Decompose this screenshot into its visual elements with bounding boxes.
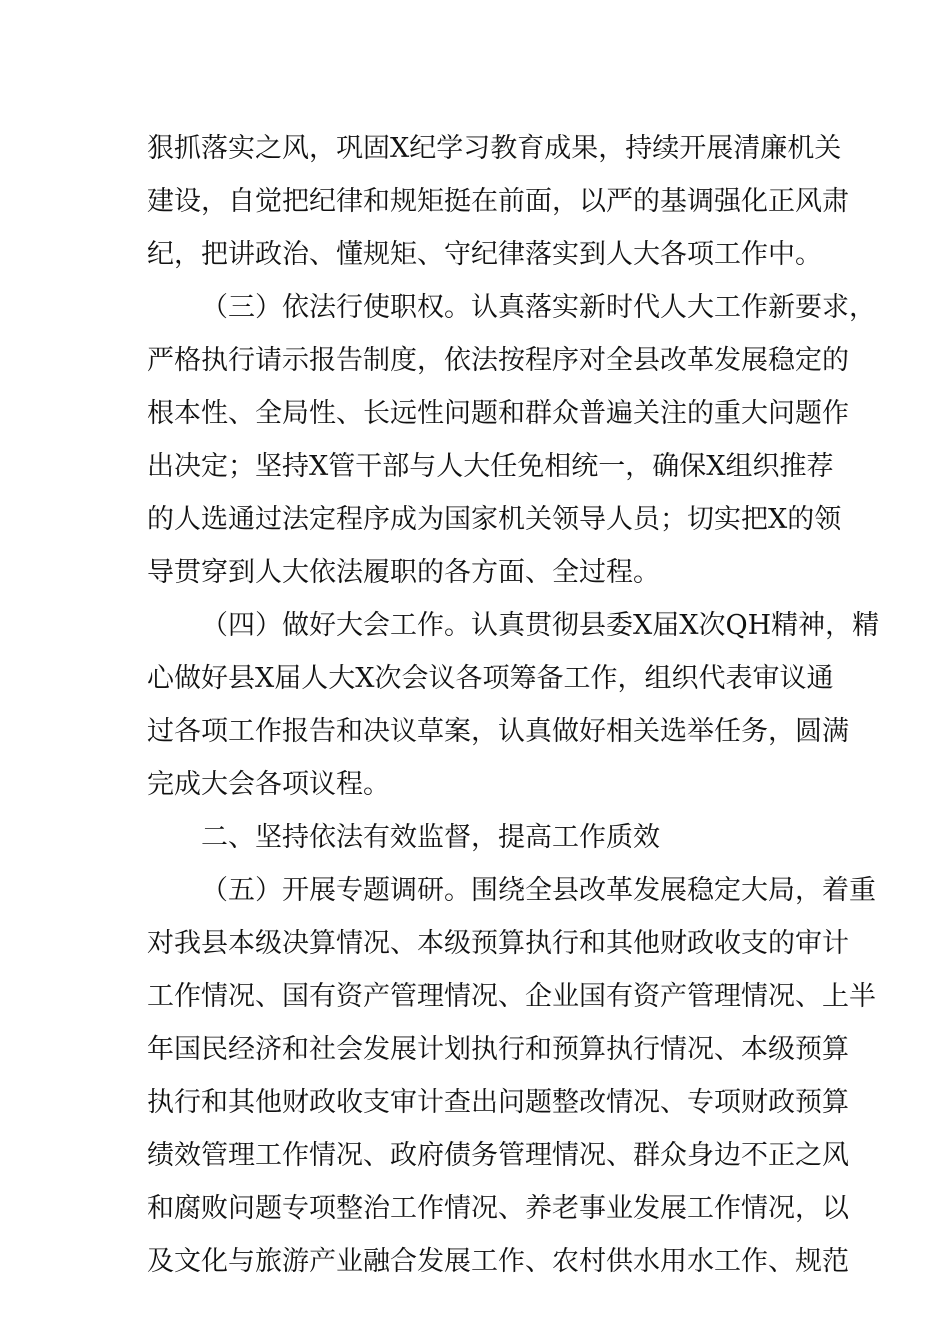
text-line: 和腐败问题专项整治工作情况、养老事业发展工作情况，以 <box>147 1193 849 1224</box>
text-line: 出决定；坚持X管干部与人大任免相统一，确保X组织推荐 <box>147 451 834 482</box>
text-line: 心做好县X届人大X次会议各项筹备工作，组织代表审议通 <box>147 663 834 694</box>
text-line: 完成大会各项议程。 <box>147 769 390 800</box>
section-heading: 二、坚持依法有效监督，提高工作质效 <box>201 822 660 853</box>
text-line: 导贯穿到人大依法履职的各方面、全过程。 <box>147 557 660 588</box>
text-line: 严格执行请示报告制度，依法按程序对全县改革发展稳定的 <box>147 345 849 376</box>
text-line: 对我县本级决算情况、本级预算执行和其他财政收支的审计 <box>147 928 849 959</box>
text-line: 的人选通过法定程序成为国家机关领导人员；切实把X的领 <box>147 504 842 535</box>
text-line: 纪，把讲政治、懂规矩、守纪律落实到人大各项工作中。 <box>147 239 822 270</box>
paragraph-heading-line: （四）做好大会工作。认真贯彻县委X届X次QH精神，精 <box>201 610 880 641</box>
text-line: 执行和其他财政收支审计查出问题整改情况、专项财政预算 <box>147 1087 849 1118</box>
paragraph-heading-line: （五）开展专题调研。围绕全县改革发展稳定大局，着重 <box>201 875 876 906</box>
text-line: 及文化与旅游产业融合发展工作、农村供水用水工作、规范 <box>147 1246 849 1277</box>
paragraph-heading-line: （三）依法行使职权。认真落实新时代人大工作新要求， <box>201 292 876 323</box>
text-line: 过各项工作报告和决议草案，认真做好相关选举任务，圆满 <box>147 716 849 747</box>
text-line: 工作情况、国有资产管理情况、企业国有资产管理情况、上半 <box>147 981 876 1012</box>
text-line: 建设，自觉把纪律和规矩挺在前面，以严的基调强化正风肃 <box>147 186 849 217</box>
text-line: 狠抓落实之风，巩固X纪学习教育成果，持续开展清廉机关 <box>147 133 842 164</box>
text-line: 根本性、全局性、长远性问题和群众普遍关注的重大问题作 <box>147 398 849 429</box>
text-line: 绩效管理工作情况、政府债务管理情况、群众身边不正之风 <box>147 1140 849 1171</box>
text-line: 年国民经济和社会发展计划执行和预算执行情况、本级预算 <box>147 1034 849 1065</box>
